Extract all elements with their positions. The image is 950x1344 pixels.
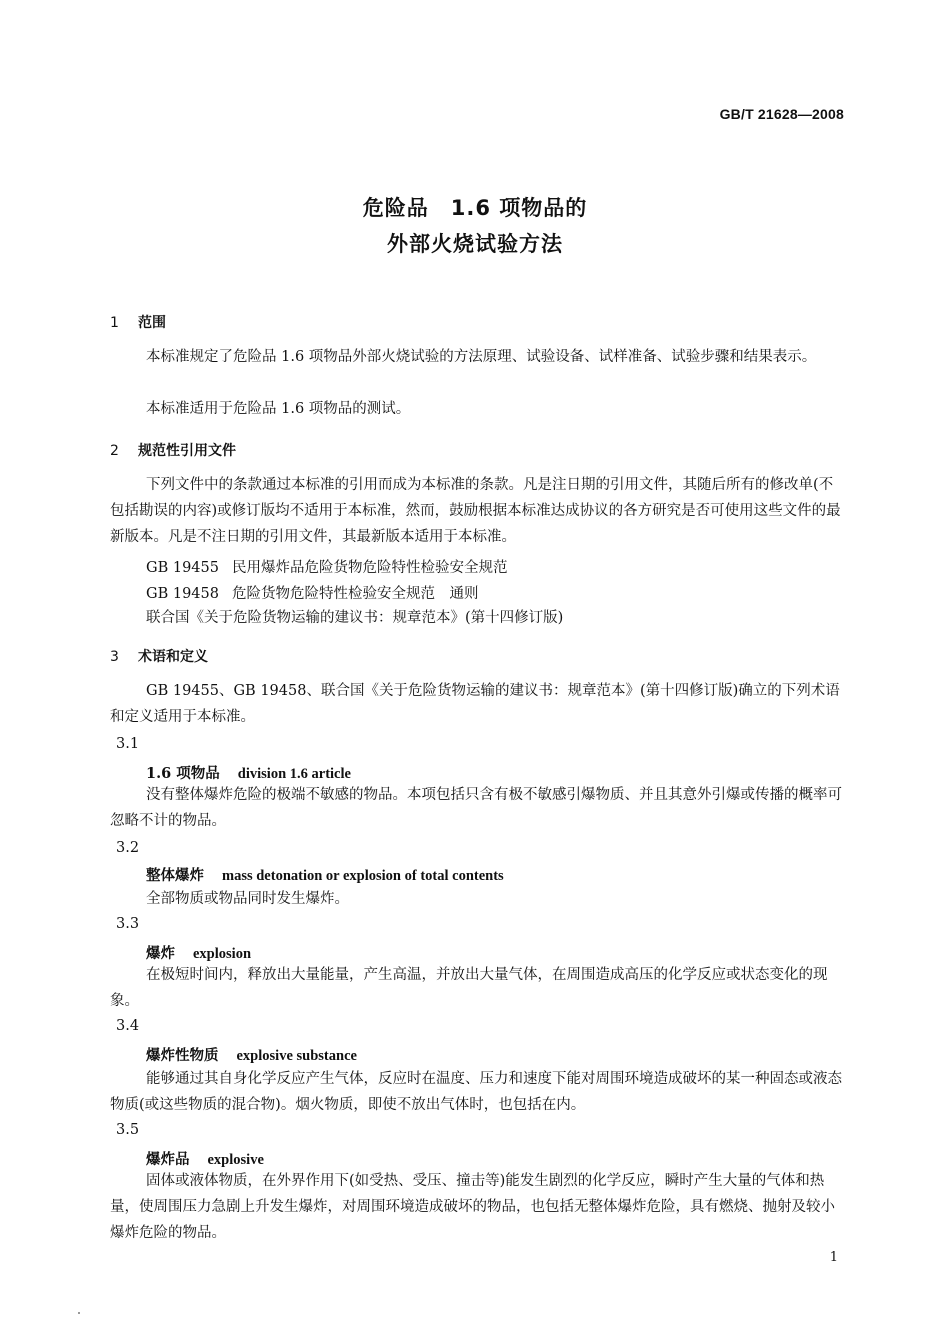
- section-title: 规范性引用文件: [138, 443, 236, 459]
- clause-number: 3.1: [116, 736, 140, 752]
- reference-code: GB 19455: [146, 560, 219, 576]
- reference-title: 民用爆炸品危险货物危险特性检验安全规范: [232, 560, 508, 576]
- term-zh: 爆炸品: [146, 1151, 190, 1168]
- term-en: explosive: [207, 1152, 264, 1168]
- reference-item: 联合国《关于危险货物运输的建议书：规章范本》(第十四修订版): [146, 610, 564, 626]
- term-zh: 1.6 项物品: [146, 765, 220, 782]
- section-1-heading: [110, 312, 166, 332]
- title-line-2: 外部火烧试验方法: [387, 232, 563, 256]
- section-number: 3: [110, 649, 119, 665]
- clause-number: 3.2: [116, 840, 140, 856]
- term-heading: [146, 762, 351, 783]
- scan-speck: [78, 1312, 80, 1314]
- term-definition: 没有整体爆炸危险的极端不敏感的物品。本项包括只含有极不敏感引爆物质、并且其意外引爆或传播的概率可忽略不计的物品。: [110, 787, 842, 829]
- term-zh: 爆炸: [146, 945, 175, 962]
- section-number: 1: [110, 315, 119, 331]
- term-heading: [146, 942, 251, 963]
- section-title: 范围: [138, 315, 166, 331]
- term-en: explosive substance: [236, 1048, 357, 1064]
- term-heading: [146, 1148, 264, 1169]
- clause-number: 3.4: [116, 1018, 140, 1034]
- page-number: 1: [829, 1250, 838, 1265]
- term-zh: 爆炸性物质: [146, 1047, 219, 1064]
- standard-code: GB/T 21628—2008: [719, 106, 844, 122]
- term-en: division 1.6 article: [237, 766, 351, 782]
- reference-title: 危险货物危险特性检验安全规范 通则: [232, 586, 479, 602]
- term-en: mass detonation or explosion of total contents: [222, 868, 504, 884]
- title-line-1: 危险品 1.6 项物品的: [362, 196, 588, 220]
- term-definition: 固体或液体物质，在外界作用下(如受热、受压、撞击等)能发生剧烈的化学反应，瞬时产生大量的气体和热量，使周围压力急剧上升发生爆炸，对周围环境造成破坏的物品，也包括无整体爆炸危险，具有燃烧、抛射及较小爆炸危险的物品。: [110, 1173, 835, 1241]
- term-definition: 全部物质或物品同时发生爆炸。: [146, 891, 349, 907]
- section-number: 2: [110, 443, 119, 459]
- clause-number: 3.3: [116, 916, 140, 932]
- term-zh: 整体爆炸: [146, 867, 204, 884]
- reference-item: [146, 556, 508, 577]
- term-definition: 能够通过其自身化学反应产生气体，反应时在温度、压力和速度下能对周围环境造成破坏的某一种固态或液态物质(或这些物质的混合物)。烟火物质，即使不放出气体时，也包括在内。: [110, 1071, 842, 1113]
- reference-item: [146, 582, 479, 603]
- section-title: 术语和定义: [138, 649, 208, 665]
- term-heading: [146, 864, 504, 885]
- term-heading: [146, 1044, 357, 1065]
- reference-code: GB 19458: [146, 586, 219, 602]
- term-definition: 在极短时间内，释放出大量能量，产生高温，并放出大量气体，在周围造成高压的化学反应或状态变化的现象。: [110, 967, 828, 1009]
- s3-paragraph-1: GB 19455、GB 19458、联合国《关于危险货物运输的建议书：规章范本》(第十四修订版)确立的下列术语和定义适用于本标准。: [110, 683, 840, 725]
- s1-paragraph-1: 本标准规定了危险品 1.6 项物品外部火烧试验的方法原理、试验设备、试样准备、试验步骤和结果表示。: [146, 349, 817, 365]
- s2-paragraph-1: 下列文件中的条款通过本标准的引用而成为本标准的条款。凡是注日期的引用文件，其随后所有的修改单(不包括勘误的内容)或修订版均不适用于本标准，然而，鼓励根据本标准达成协议的各方研究是否可使用这些文件的最新版本。凡是不注日期的引用文件，其最新版本适用于本标准。: [110, 477, 841, 545]
- clause-number: 3.5: [116, 1122, 140, 1138]
- section-3-heading: [110, 646, 208, 666]
- s1-paragraph-2: 本标准适用于危险品 1.6 项物品的测试。: [146, 401, 411, 417]
- section-2-heading: [110, 440, 236, 460]
- term-en: explosion: [193, 946, 252, 962]
